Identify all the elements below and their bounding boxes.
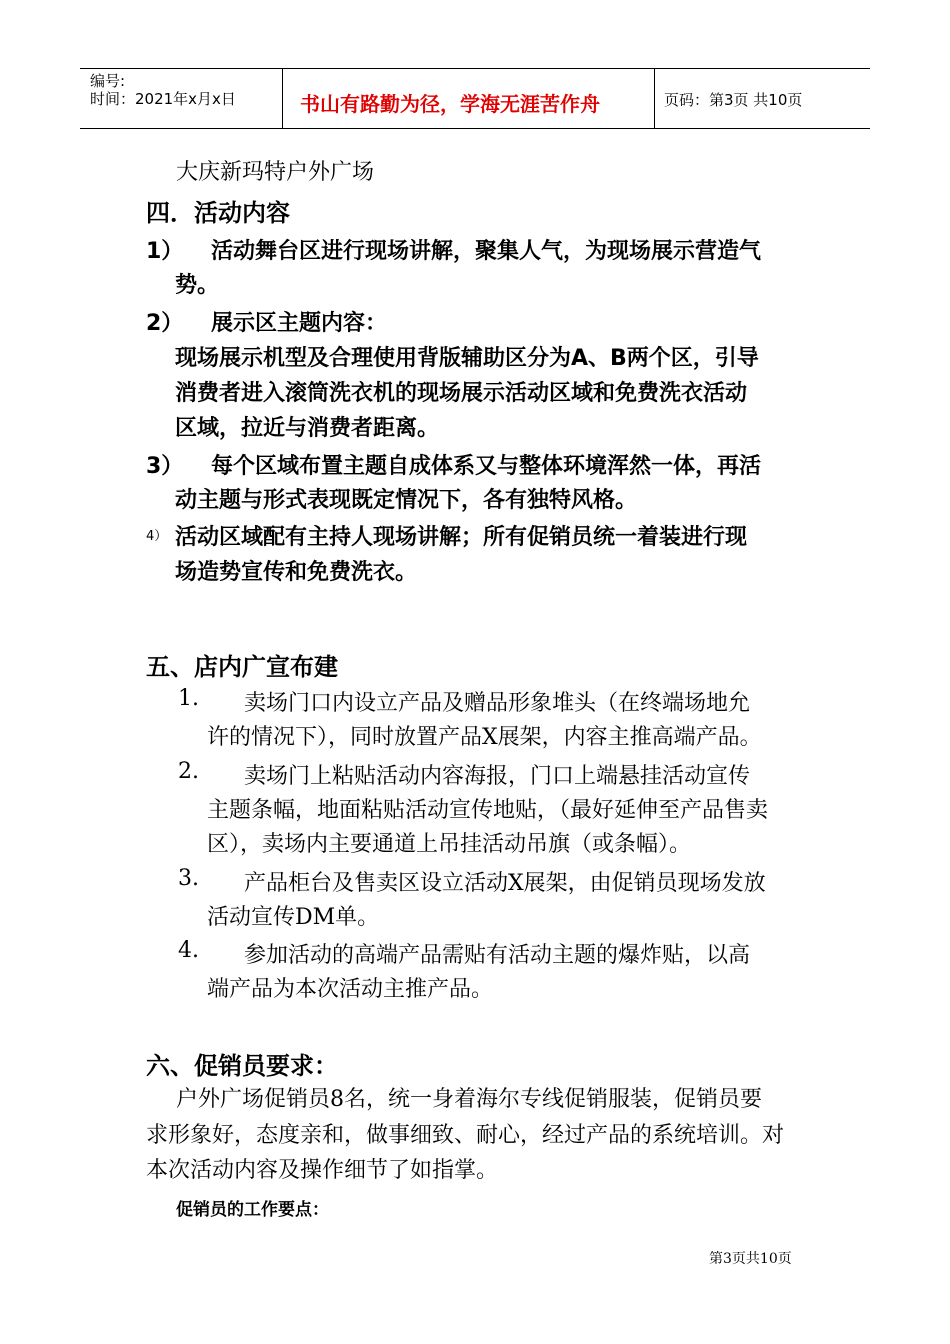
section6-paragraph-line3: 本次活动内容及操作细节了如指掌。 (146, 1158, 499, 1183)
section4-item3-line1: 每个区域布置主题自成体系又与整体环境浑然一体，再活 (211, 454, 762, 479)
section5-item1-line1: 卖场门口内设立产品及赠品形象堆头（在终端场地允 (244, 691, 751, 716)
location-line: 大庆新玛特户外广场 (176, 160, 375, 185)
header-time-label: 时间：2021年x月x日 (90, 90, 236, 108)
section4-item4-line2: 场造势宣传和免费洗衣。 (175, 560, 418, 585)
section5-item3-num: 3. (178, 866, 199, 891)
header-top-line (80, 68, 870, 69)
section5-item2-num: 2. (178, 759, 199, 784)
section6-paragraph-line1: 户外广场促销员8名，统一身着海尔专线促销服装，促销员要 (176, 1087, 762, 1112)
section5-item4-line1: 参加活动的高端产品需贴有活动主题的爆炸贴，以高 (244, 943, 751, 968)
header-page-label: 页码：第3页 共10页 (664, 91, 803, 109)
section5-item4-num: 4. (178, 938, 199, 963)
section5-item2-line1: 卖场门上粘贴活动内容海报，门口上端悬挂活动宣传 (244, 764, 751, 789)
section4-item2-num: 2） (146, 311, 184, 336)
header-divider-left (282, 69, 283, 129)
section4-item4-line1: 活动区域配有主持人现场讲解；所有促销员统一着装进行现 (175, 525, 748, 550)
section6-subtitle: 促销员的工作要点： (176, 1200, 329, 1220)
section4-item4-num: 4） (146, 529, 168, 544)
section4-title: 四．活动内容 (146, 199, 290, 227)
footer-page-number: 第3页共10页 (709, 1251, 792, 1267)
section4-item1-line2: 势。 (175, 273, 220, 298)
section4-item2-line4: 区域，拉近与消费者距离。 (175, 416, 440, 441)
section5-item2-line3: 区），卖场内主要通道上吊挂活动吊旗（或条幅）。 (207, 832, 692, 857)
section6-title: 六、促销员要求： (146, 1052, 338, 1080)
section4-item3-line2: 动主题与形式表现既定情况下，各有独特风格。 (175, 488, 638, 513)
section4-item1-line1: 活动舞台区进行现场讲解，聚集人气，为现场展示营造气 (211, 239, 762, 264)
header-number-label: 编号: (90, 72, 126, 90)
section5-item1-line2: 许的情况下），同时放置产品X展架，内容主推高端产品。 (207, 725, 762, 750)
section4-item1-num: 1） (146, 239, 184, 264)
section4-item3-num: 3） (146, 454, 184, 479)
section6-paragraph-line2: 求形象好，态度亲和，做事细致、耐心，经过产品的系统培训。对 (146, 1123, 785, 1148)
header-bottom-line (80, 128, 870, 129)
section5-item3-line2: 活动宣传DM单。 (207, 905, 380, 930)
section5-item1-num: 1. (178, 686, 199, 711)
section5-item3-line1: 产品柜台及售卖区设立活动X展架，由促销员现场发放 (244, 871, 766, 896)
header-motto: 书山有路勤为径，学海无涯苦作舟 (300, 92, 600, 116)
section4-item2-line1: 展示区主题内容： (211, 311, 388, 336)
section5-item4-line2: 端产品为本次活动主推产品。 (207, 977, 494, 1002)
header-divider-right (654, 69, 655, 129)
section5-title: 五、店内广宣布建 (146, 653, 338, 681)
section5-item2-line2: 主题条幅，地面粘贴活动宣传地贴，（最好延伸至产品售卖 (207, 798, 769, 823)
section4-item2-line2: 现场展示机型及合理使用背版辅助区分为A、B两个区，引导 (175, 346, 759, 371)
section4-item2-line3: 消费者进入滚筒洗衣机的现场展示活动区域和免费洗衣活动 (175, 381, 748, 406)
